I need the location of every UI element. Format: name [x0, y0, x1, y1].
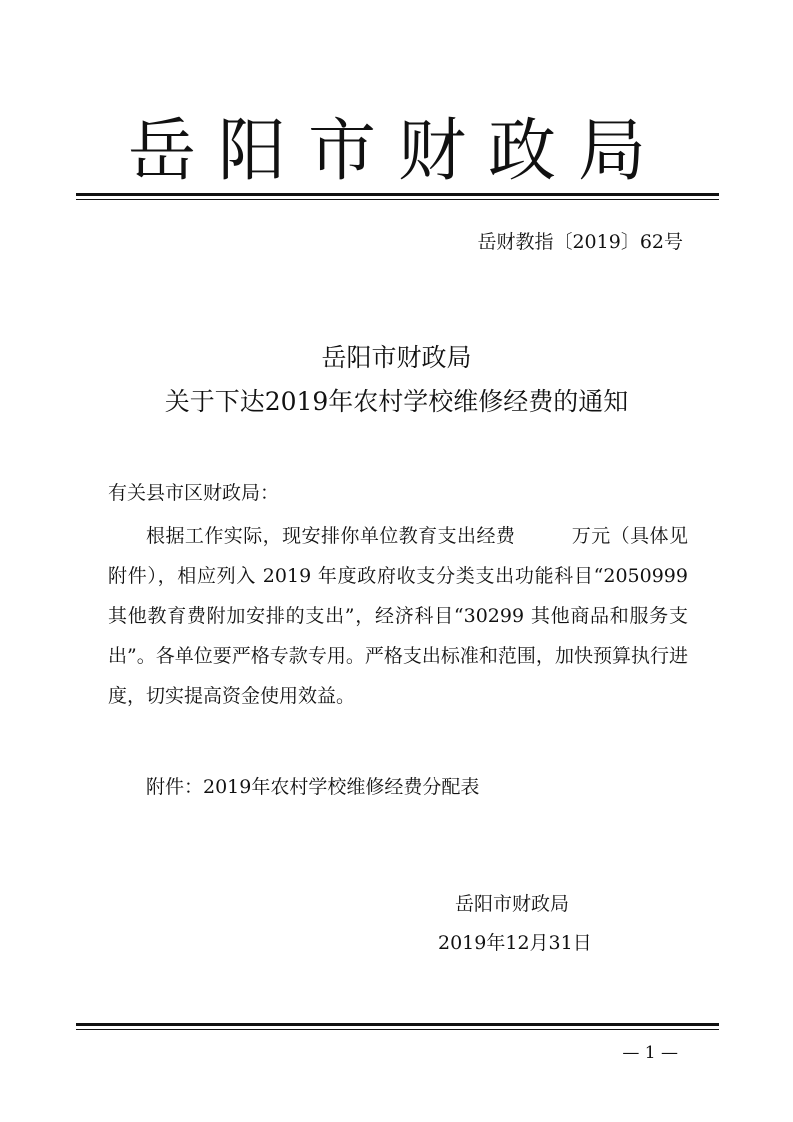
- title-line-2: 关于下达2019年农村学校维修经费的通知: [164, 387, 629, 416]
- page-number: — 1 —: [622, 1043, 678, 1063]
- header-rule-thick: [76, 193, 719, 196]
- document-number: 岳财教指〔2019〕62号: [477, 231, 683, 253]
- signature-date: 2019年12月31日: [438, 932, 592, 954]
- footer-rule-thick: [76, 1023, 719, 1026]
- body-text-after-gap: 万元（具体见附件），相应列入 2019 年度政府收支分类支出功能科目“2050999 其他教育费附加安排的支出”，经济科目“30299 其他商品和服务支出”。各单位要严格专款专用。严格支出标准和范围，加快预算执行进度，切实提高资金使用效益。: [108, 525, 688, 707]
- attachment-line: 附件：2019年农村学校维修经费分配表: [146, 776, 480, 798]
- salutation: 有关县市区财政局：: [108, 482, 280, 504]
- body-paragraph: [108, 516, 688, 716]
- body-text-before-gap: 根据工作实际，现安排你单位教育支出经费: [146, 525, 516, 547]
- header-rule-thin: [76, 199, 719, 200]
- title-line-1: 岳阳市财政局: [321, 343, 472, 372]
- footer-rule-thin: [76, 1029, 719, 1030]
- signature-org: 岳阳市财政局: [455, 893, 570, 915]
- header-org-name: 岳阳市财政局: [127, 112, 668, 191]
